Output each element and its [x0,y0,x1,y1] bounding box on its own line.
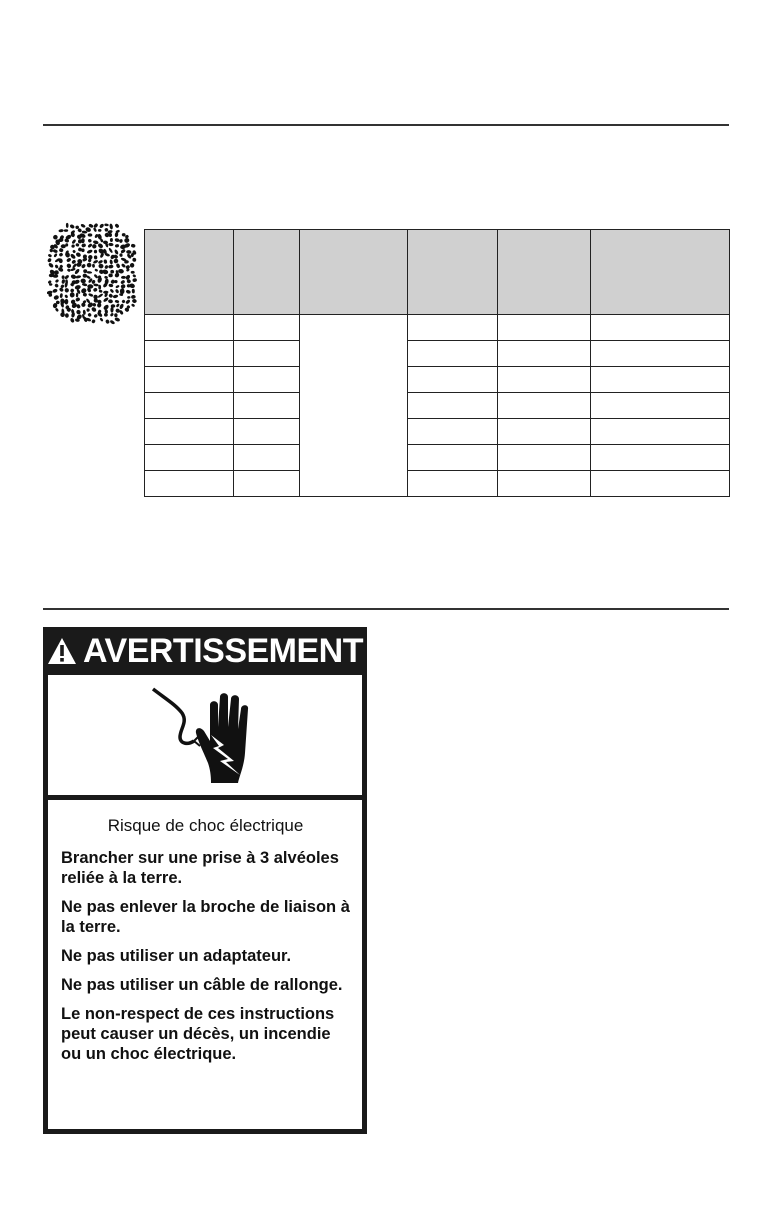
table-cell [498,315,591,341]
table-cell [234,445,300,471]
table-header-cell [145,230,234,315]
table-cell [145,367,234,393]
spec-table [144,229,730,497]
table-row [145,315,730,341]
table-row [145,419,730,445]
table-cell [408,419,498,445]
table-cell [591,367,730,393]
table-header-cell [408,230,498,315]
table-header-cell [498,230,591,315]
table-cell [234,341,300,367]
table-cell [498,419,591,445]
warning-instruction: Le non-respect de ces instructions peut causer un décès, un incendie ou un choc électrique. [61,1005,335,1063]
table-header-cell [591,230,730,315]
table-cell [234,315,300,341]
table-header-cell [234,230,300,315]
warning-instruction: Ne pas utiliser un câble de rallonge. [61,976,343,994]
table-cell [591,341,730,367]
top-divider [43,124,729,126]
table-cell [591,471,730,497]
table-cell [498,367,591,393]
table-cell [234,471,300,497]
warning-triangle-icon [47,636,77,666]
table-cell [408,315,498,341]
table-cell [234,367,300,393]
table-merged-cell [300,315,408,497]
table-cell [408,471,498,497]
table-cell [498,445,591,471]
warning-instruction: Ne pas utiliser un adaptateur. [61,947,292,965]
warning-header-text: AVERTISSEMENT [82,631,363,670]
table-cell [591,393,730,419]
warning-pictogram-area [48,675,362,795]
table-row [145,471,730,497]
table-cell [408,341,498,367]
table-row [145,341,730,367]
gravel-texture-icon [47,222,137,326]
table-cell [145,419,234,445]
table-cell [145,393,234,419]
table-cell [498,393,591,419]
warning-title: Risque de choc électrique [107,816,304,835]
electric-shock-hand-icon [48,675,362,795]
table-header-cell [300,230,408,315]
table-cell [145,341,234,367]
table-cell [234,419,300,445]
warning-instruction: Ne pas enlever la broche de liaison à la terre. [61,898,350,936]
table-cell [498,471,591,497]
warning-instruction: Brancher sur une prise à 3 alvéoles reliée à la terre. [61,849,339,887]
warning-text-area [48,800,362,1129]
table-cell [408,393,498,419]
table-cell [591,419,730,445]
table-cell [145,315,234,341]
table-cell [591,315,730,341]
table-cell [408,367,498,393]
warning-label [43,627,367,1134]
table-cell [498,341,591,367]
table-cell [145,445,234,471]
warning-header [43,627,367,675]
table-cell [591,445,730,471]
table-cell [145,471,234,497]
table-row [145,445,730,471]
table-cell [408,445,498,471]
table-row [145,367,730,393]
table-header-row [145,230,730,315]
table-cell [234,393,300,419]
table-row [145,393,730,419]
section-divider [43,608,729,610]
